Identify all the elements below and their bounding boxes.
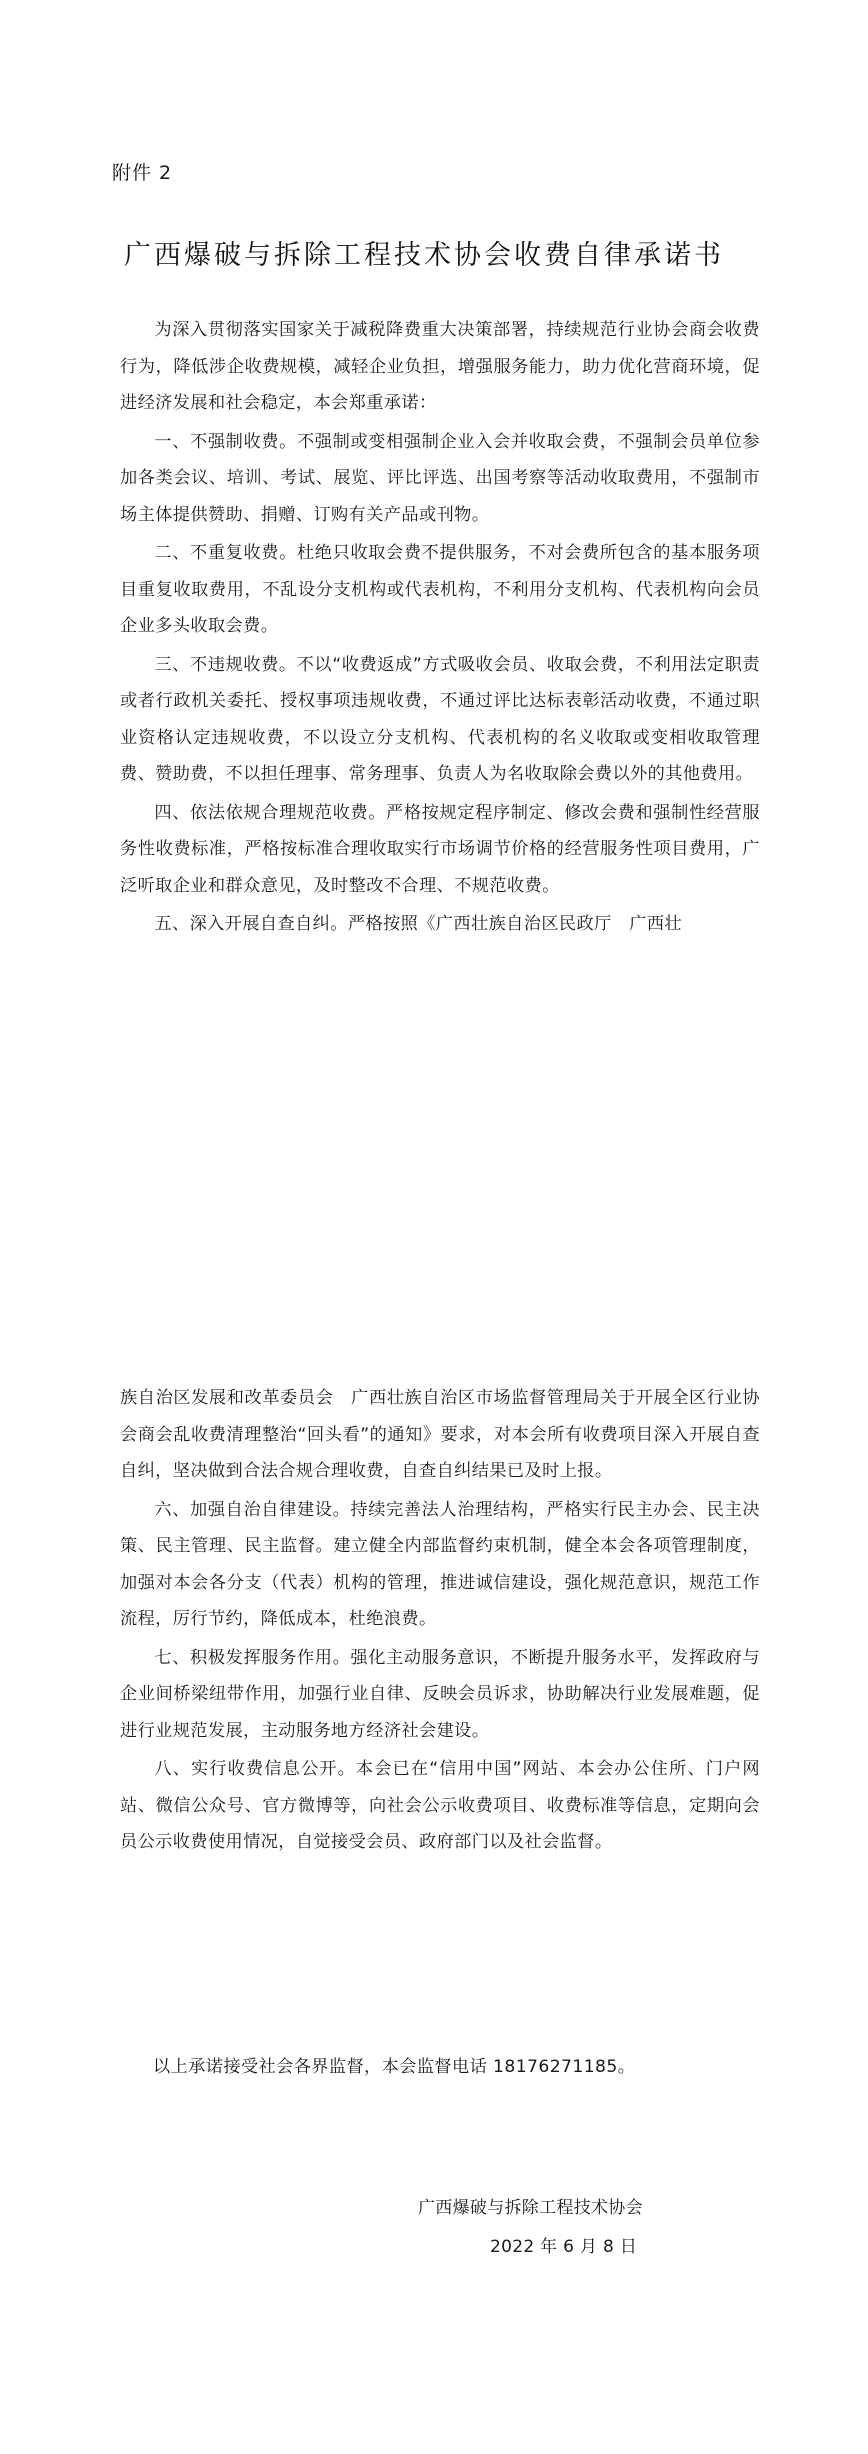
commitment-item-6: 六、加强自治自律建设。持续完善法人治理结构，严格实行民主办会、民主决策、民主管理、民主监督。建立健全内部监督约束机制，健全本会各项管理制度，加强对本会各分支（代表）机构的管理，推进诚信建设，强化规范意识，规范工作流程，厉行节约，降低成本，杜绝浪费。: [120, 1499, 760, 1629]
commitment-item-2: 二、不重复收费。杜绝只收取会费不提供服务，不对会费所包含的基本服务项目重复收取费用，不乱设分支机构或代表机构，不利用分支机构、代表机构向会员企业多头收取会费。: [120, 543, 760, 636]
commitment-item-5-continuation: 族自治区发展和改革委员会 广西壮族自治区市场监督管理局关于开展全区行业协会商会乱收费清理整治“回头看”的通知》要求，对本会所有收费项目深入开展自查自纠，坚决做到合法合规合理收费，自查自纠结果已及时上报。: [120, 1388, 760, 1481]
intro-paragraph: 为深入贯彻落实国家关于减税降费重大决策部署，持续规范行业协会商会收费行为，降低涉企收费规模，减轻企业负担，增强服务能力，助力优化营商环境，促进经济发展和社会稳定，本会郑重承诺：: [120, 320, 760, 413]
signature-organization: 广西爆破与拆除工程技术协会: [418, 2198, 643, 2218]
commitment-item-1: 一、不强制收费。不强制或变相强制企业入会并收取会费，不强制会员单位参加各类会议、培训、考试、展览、评比评选、出国考察等活动收取费用，不强制市场主体提供赞助、捐赠、订购有关产品或刊物。: [120, 431, 760, 525]
attachment-label: 附件 2: [112, 162, 173, 184]
commitment-body-part-2: [120, 1380, 760, 1863]
commitment-item-7: 七、积极发挥服务作用。强化主动服务意识，不断提升服务水平，发挥政府与企业间桥梁纽带作用，加强行业自律、反映会员诉求，协助解决行业发展难题，促进行业规范发展，主动服务地方经济社会建设。: [120, 1647, 760, 1741]
closing-statement: 以上承诺接受社会各界监督，本会监督电话 18176271185。: [153, 2057, 636, 2077]
commitment-item-5: 五、深入开展自查自纠。严格按照《广西壮族自治区民政厅 广西壮: [154, 914, 683, 934]
commitment-item-4: 四、依法依规合理规范收费。严格按规定程序制定、修改会费和强制性经营服务性收费标准，严格按标准合理收取实行市场调节价格的经营服务性项目费用，广泛听取企业和群众意见，及时整改不合理、不规范收费。: [120, 802, 760, 896]
signature-date: 2022 年 6 月 8 日: [490, 2237, 638, 2257]
commitment-item-3: 三、不违规收费。不以“收费返成”方式吸收会员、收取会费，不利用法定职责或者行政机关委托、授权事项违规收费，不通过评比达标表彰活动收费，不通过职业资格认定违规收费，不以设立分支机构、代表机构的名义收取或变相收取管理费、赞助费，不以担任理事、常务理事、负责人为名收取除会费以外的其他费用。: [120, 654, 760, 784]
commitment-item-8: 八、实行收费信息公开。本会已在“信用中国”网站、本会办公住所、门户网站、微信公众号、官方微博等，向社会公示收费项目、收费标准等信息，定期向会员公示收费使用情况，自觉接受会员、政府部门以及社会监督。: [120, 1759, 760, 1852]
commitment-body-part-1: [120, 312, 760, 945]
document-title: 广西爆破与拆除工程技术协会收费自律承诺书: [124, 240, 724, 271]
